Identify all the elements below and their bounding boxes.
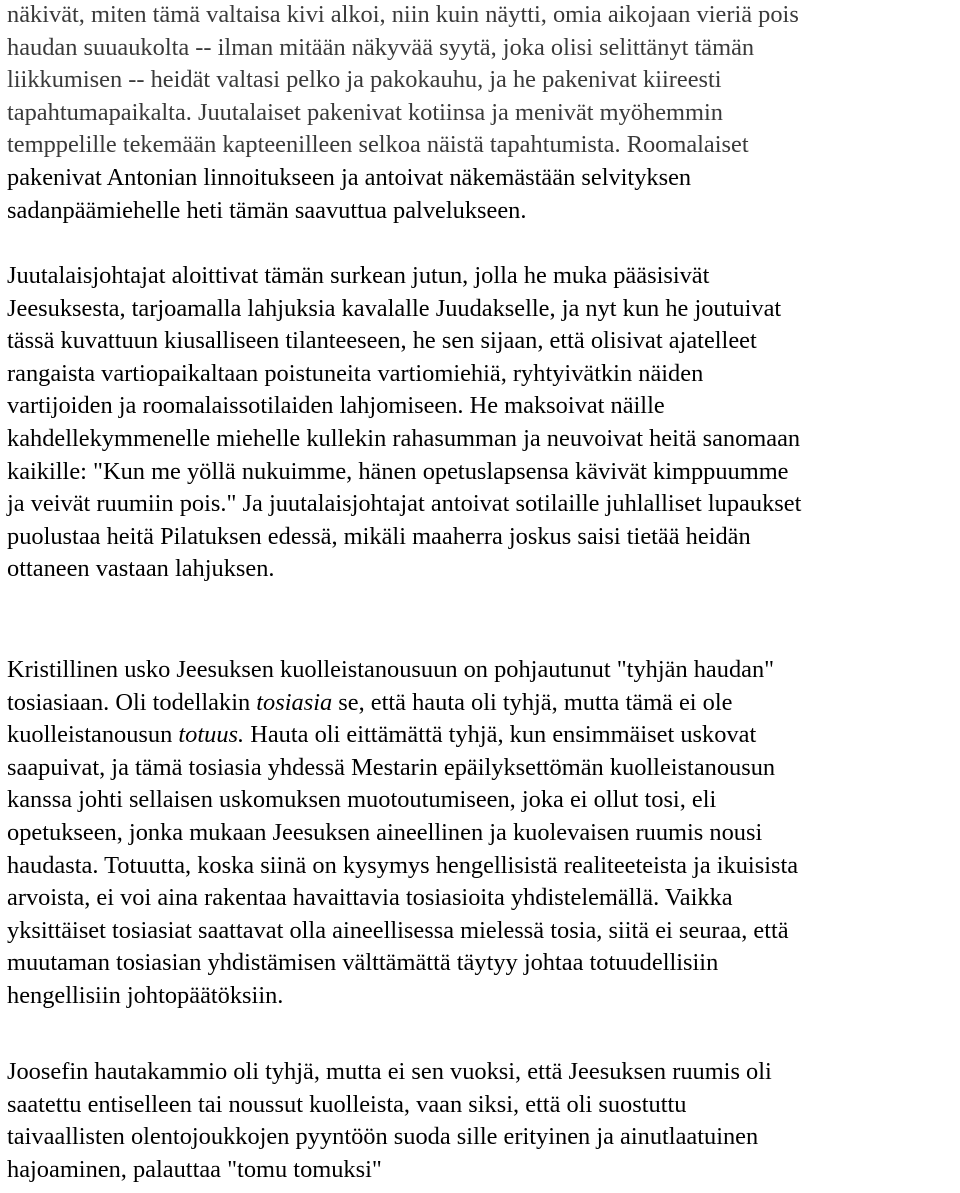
text-line: haudan suuaukolta -- ilman mitään näkyvää syytä, joka olisi selittänyt tämän (7, 33, 755, 61)
text-line: Joosefin hautakammio oli tyhjä, mutta ei sen vuoksi, että Jeesuksen ruumis oli (7, 1058, 772, 1085)
paragraph-bribery (7, 260, 801, 586)
text-line: saapuivat, ja tämä tosiasia yhdessä Mestarin epäilyksettömän kuolleistanousun (7, 753, 776, 781)
text-run: se, että hauta oli tyhjä, mutta tämä ei ole (332, 688, 733, 716)
text-line: puolustaa heitä Pilatuksen edessä, mikäli maaherra joskus saisi tietää heidän (7, 522, 751, 550)
emphasis-text: tosiasia (256, 688, 333, 716)
text-line: rangaista vartiopaikaltaan poistuneita vartiomiehiä, ryhtyivätkin näiden (7, 359, 704, 387)
paragraph-tomb-empty-reason (7, 1056, 772, 1186)
text-line: tapahtumapaikalta. Juutalaiset pakenivat kotiinsa ja menivät myöhemmin (7, 98, 723, 126)
text-line: saatettu entiselleen tai noussut kuolleista, vaan siksi, että oli suostuttu (7, 1090, 687, 1118)
text-run: tosiasiaan. Oli todellakin (7, 688, 257, 716)
text-line: hengellisiin johtopäätöksiin. (7, 981, 284, 1009)
text-line: pakenivat Antonian linnoitukseen ja antoivat näkemästään selvityksen (7, 163, 692, 191)
text-line: ottaneen vastaan lahjuksen. (7, 555, 275, 583)
text-line: taivaallisten olentojoukkojen pyyntöön suoda sille erityinen ja ainutlaatuinen (7, 1123, 759, 1151)
text-run: Hauta oli eittämättä tyhjä, kun ensimmäiset uskovat (244, 721, 757, 749)
text-line: näkivät, miten tämä valtaisa kivi alkoi, niin kuin näytti, omia aikojaan vieriä pois (7, 1, 799, 28)
text-line: liikkumisen -- heidät valtasi pelko ja pakokauhu, ja he pakenivat kiireesti (7, 66, 722, 94)
text-line: kaikille: "Kun me yöllä nukuimme, hänen opetuslapsensa kävivät kimppuumme (7, 457, 789, 485)
text-line: sadanpäämiehelle heti tämän saavuttua palvelukseen. (7, 196, 527, 224)
text-line: Kristillinen usko Jeesuksen kuolleistanousuun on pohjautunut "tyhjän haudan" (7, 656, 775, 683)
paragraph-fact-and-truth (7, 654, 798, 1013)
text-line: Juutalaisjohtajat aloittivat tämän surkean jutun, jolla he muka pääsisivät (7, 262, 710, 289)
text-line: vartijoiden ja roomalaissotilaiden lahjomiseen. He maksoivat näille (7, 392, 665, 420)
text-line: haudasta. Totuutta, koska siinä on kysymys hengellisistä realiteeteista ja ikuisista (7, 851, 799, 879)
text-line: arvoista, ei voi aina rakentaa havaittavia tosiasioita yhdistelemällä. Vaikka (7, 884, 733, 912)
paragraph-empty-tomb-witnesses (7, 0, 799, 227)
text-line: Jeesuksesta, tarjoamalla lahjuksia kavalalle Juudakselle, ja nyt kun he joutuivat (7, 294, 782, 322)
text-line: yksittäiset tosiasiat saattavat olla aineellisessa mielessä tosia, siitä ei seuraa, että (7, 916, 789, 944)
text-line (7, 719, 798, 752)
text-line: hajoaminen, palauttaa "tomu tomuksi" (7, 1155, 382, 1183)
text-line: temppelille tekemään kapteenilleen selkoa näistä tapahtumista. Roomalaiset (7, 131, 749, 159)
text-line: kanssa johti sellaisen uskomuksen muotoutumiseen, joka ei ollut tosi, eli (7, 786, 717, 814)
text-run: kuolleistanousun (7, 721, 179, 749)
text-line: tässä kuvattuun kiusalliseen tilanteeseen, he sen sijaan, että olisivat ajatelleet (7, 327, 757, 355)
text-line: opetukseen, jonka mukaan Jeesuksen aineellinen ja kuolevaisen ruumis nousi (7, 818, 763, 846)
text-line: muutaman tosiasian yhdistämisen välttämättä täytyy johtaa totuudellisiin (7, 949, 719, 977)
text-line (7, 687, 798, 720)
text-line: kahdellekymmenelle miehelle kullekin rahasumman ja neuvoivat heitä sanomaan (7, 424, 801, 452)
text-line: ja veivät ruumiin pois." Ja juutalaisjohtajat antoivat sotilaille juhlalliset lupaukset (7, 490, 802, 518)
emphasis-text: totuus. (178, 721, 245, 749)
